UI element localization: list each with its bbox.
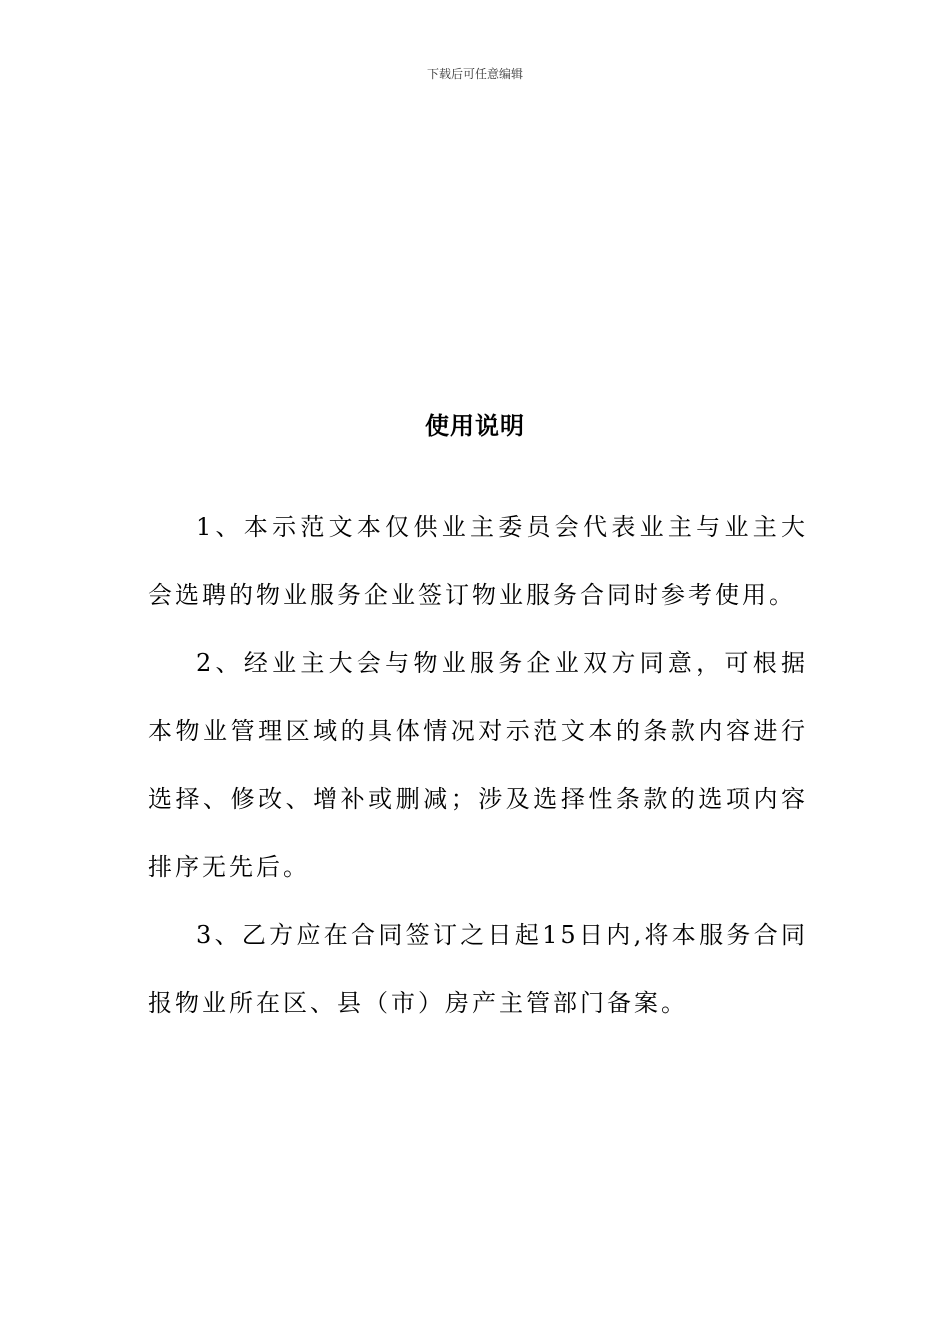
page-header-note: 下载后可任意编辑: [426, 67, 523, 81]
document-body: [148, 493, 808, 1037]
document-title: 使用说明: [425, 411, 525, 440]
paragraph-3: 3、乙方应在合同签订之日起15日内,将本服务合同报物业所在区、县（市）房产主管部门备案。: [148, 921, 808, 1017]
paragraph-2: 2、经业主大会与物业服务企业双方同意，可根据本物业管理区域的具体情况对示范文本的条款内容进行选择、修改、增补或删减；涉及选择性条款的选项内容排序无先后。: [148, 649, 808, 881]
paragraph-1: 1、本示范文本仅供业主委员会代表业主与业主大会选聘的物业服务企业签订物业服务合同时参考使用。: [148, 513, 808, 609]
